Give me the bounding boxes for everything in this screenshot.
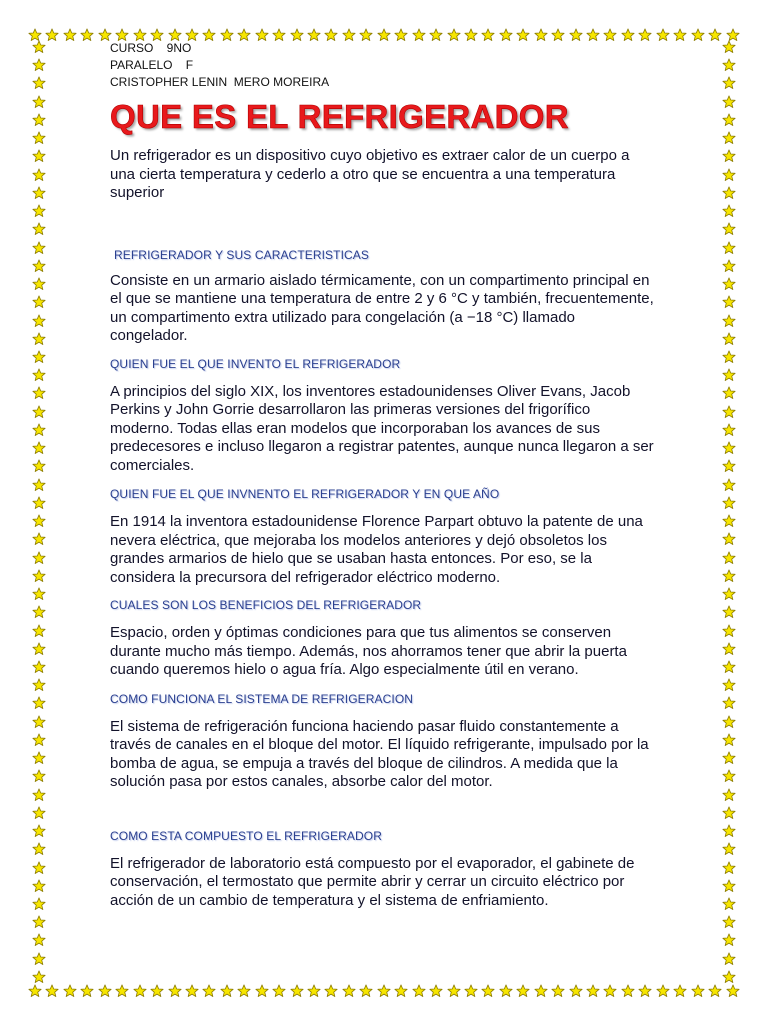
star-icon	[722, 241, 736, 255]
star-icon	[691, 984, 705, 998]
star-icon	[656, 984, 670, 998]
star-icon	[32, 186, 46, 200]
star-icon	[722, 587, 736, 601]
star-icon	[603, 984, 617, 998]
star-icon	[32, 769, 46, 783]
star-icon	[32, 149, 46, 163]
star-icon	[722, 733, 736, 747]
star-icon	[722, 696, 736, 710]
star-icon	[722, 441, 736, 455]
star-icon	[32, 478, 46, 492]
star-icon	[32, 350, 46, 364]
document-body	[110, 40, 655, 910]
star-icon	[133, 984, 147, 998]
star-icon	[722, 952, 736, 966]
star-icon	[32, 933, 46, 947]
star-icon	[150, 984, 164, 998]
section-text-benefits: Espacio, orden y óptimas condiciones para que tus alimentos se conserven durante mucho más tiempo. Además, nos ahorramos tener que abrir la puerta cuando queremos hielo o agua fría. Algo especialmente útil en verano.	[110, 624, 627, 678]
star-icon	[722, 514, 736, 528]
star-icon	[722, 660, 736, 674]
star-icon	[272, 984, 286, 998]
star-icon	[32, 76, 46, 90]
star-icon	[722, 569, 736, 583]
star-icon	[359, 984, 373, 998]
section-heading-benefits: CUALES SON LOS BENEFICIOS DEL REFRIGERADOR	[110, 598, 422, 612]
star-icon	[722, 751, 736, 765]
star-icon	[32, 204, 46, 218]
section-text-how-it-works: El sistema de refrigeración funciona haciendo pasar fluido constantemente a través de canales en el bloque del motor. El líquido refrigerante, impulsado por la bomba de agua, se empuja a través del bloque de cilindros. A medida que la solución pasa por estos canales, absorbe calor del motor.	[110, 717, 649, 790]
star-icon	[220, 984, 234, 998]
star-icon	[722, 386, 736, 400]
star-icon	[32, 532, 46, 546]
star-icon	[32, 514, 46, 528]
star-icon	[237, 984, 251, 998]
star-icon	[722, 842, 736, 856]
star-icon	[63, 984, 77, 998]
star-border-right	[720, 40, 738, 984]
star-icon	[722, 95, 736, 109]
star-icon	[722, 478, 736, 492]
star-icon	[722, 149, 736, 163]
star-icon	[722, 532, 736, 546]
star-icon	[722, 168, 736, 182]
page-title: QUE ES EL REFRIGERADOR	[110, 98, 569, 135]
star-icon	[673, 28, 687, 42]
star-icon	[32, 751, 46, 765]
star-icon	[32, 222, 46, 236]
star-icon	[722, 113, 736, 127]
star-icon	[722, 788, 736, 802]
star-icon	[185, 984, 199, 998]
star-icon	[32, 788, 46, 802]
star-icon	[586, 984, 600, 998]
star-icon	[32, 569, 46, 583]
star-icon	[551, 984, 565, 998]
star-icon	[722, 678, 736, 692]
star-icon	[722, 551, 736, 565]
star-icon	[32, 824, 46, 838]
star-icon	[708, 984, 722, 998]
star-icon	[32, 733, 46, 747]
star-icon	[673, 984, 687, 998]
star-icon	[412, 984, 426, 998]
star-icon	[722, 933, 736, 947]
star-icon	[481, 984, 495, 998]
star-icon	[722, 496, 736, 510]
star-icon	[722, 332, 736, 346]
section-text-characteristics: Consiste en un armario aislado térmicamente, con un compartimento principal en el que se mantiene una temperatura de entre 2 y 6 °C y también, frecuentemente, un compartimento extra utilizado para congelación (a −18 °C) llamado congelador.	[110, 271, 654, 344]
star-icon	[342, 984, 356, 998]
section-text-inventor-year: En 1914 la inventora estadounidense Florence Parpart obtuvo la patente de una nevera eléctrica, que mejoraba los modelos anteriores y dejó obsoletos los grandes armarios de hielo que se usaban hasta entonces. Por eso, se la considera la precursora del refrigerador eléctrico moderno.	[110, 513, 643, 586]
star-icon	[722, 58, 736, 72]
star-icon	[722, 40, 736, 54]
star-icon	[722, 824, 736, 838]
star-border-left	[30, 40, 48, 984]
star-icon	[32, 405, 46, 419]
course-line: CURSO 9NO	[110, 41, 192, 55]
star-icon	[32, 459, 46, 473]
star-icon	[45, 984, 59, 998]
star-icon	[32, 970, 46, 984]
star-icon	[32, 624, 46, 638]
star-icon	[722, 459, 736, 473]
star-icon	[722, 605, 736, 619]
star-icon	[722, 186, 736, 200]
star-icon	[32, 605, 46, 619]
star-icon	[394, 984, 408, 998]
star-icon	[722, 295, 736, 309]
star-icon	[691, 28, 705, 42]
intro-paragraph: Un refrigerador es un dispositivo cuyo objetivo es extraer calor de un cuerpo a una cierta temperatura y cederlo a otro que se encuentra a una temperatura superior	[110, 147, 630, 201]
star-icon	[32, 386, 46, 400]
section-heading-inventor: QUIEN FUE EL QUE INVENTO EL REFRIGERADOR	[110, 356, 401, 371]
star-icon	[621, 984, 635, 998]
star-icon	[115, 984, 129, 998]
section-text-composition: El refrigerador de laboratorio está compuesto por el evaporador, el gabinete de conservación, el termostato que permite abrir y cerrar un circuito eléctrico por acción de un cambio de temperatura y el sistema de enfriamiento.	[110, 854, 635, 909]
star-icon	[307, 984, 321, 998]
section-heading-characteristics: REFRIGERADOR Y SUS CARACTERISTICAS	[114, 247, 370, 262]
star-icon	[32, 95, 46, 109]
star-icon	[80, 28, 94, 42]
star-icon	[722, 131, 736, 145]
star-icon	[722, 715, 736, 729]
star-icon	[32, 897, 46, 911]
star-icon	[722, 314, 736, 328]
star-icon	[32, 861, 46, 875]
star-icon	[32, 58, 46, 72]
star-icon	[32, 368, 46, 382]
star-icon	[98, 984, 112, 998]
star-icon	[32, 952, 46, 966]
star-icon	[722, 642, 736, 656]
star-icon	[32, 40, 46, 54]
star-icon	[377, 984, 391, 998]
star-icon	[722, 970, 736, 984]
star-icon	[464, 984, 478, 998]
star-icon	[722, 806, 736, 820]
star-icon	[656, 28, 670, 42]
star-icon	[32, 332, 46, 346]
star-icon	[324, 984, 338, 998]
star-icon	[290, 984, 304, 998]
star-icon	[722, 879, 736, 893]
star-icon	[32, 915, 46, 929]
star-icon	[722, 204, 736, 218]
star-icon	[722, 624, 736, 638]
star-icon	[32, 842, 46, 856]
star-icon	[499, 984, 513, 998]
star-icon	[32, 551, 46, 565]
star-icon	[32, 131, 46, 145]
star-icon	[32, 241, 46, 255]
star-icon	[534, 984, 548, 998]
star-icon	[32, 423, 46, 437]
star-icon	[32, 295, 46, 309]
star-icon	[429, 984, 443, 998]
star-icon	[722, 350, 736, 364]
star-border-bottom	[28, 982, 740, 1000]
star-icon	[516, 984, 530, 998]
star-icon	[722, 423, 736, 437]
star-icon	[726, 984, 740, 998]
star-icon	[722, 259, 736, 273]
star-icon	[722, 769, 736, 783]
star-icon	[722, 405, 736, 419]
star-icon	[722, 277, 736, 291]
star-icon	[32, 642, 46, 656]
star-icon	[722, 368, 736, 382]
star-icon	[32, 879, 46, 893]
star-icon	[569, 984, 583, 998]
star-icon	[63, 28, 77, 42]
star-icon	[32, 587, 46, 601]
section-text-inventor: A principios del siglo XIX, los inventores estadounidenses Oliver Evans, Jacob Perkins y John Gorrie desarrollaron las primeras versiones del frigorífico moderno. Todas ellas eran modelos que incorporaban los avances de sus predecesores e incluso llegaron a registrar patentes, aunque nunca llegaron a ser comerciales.	[110, 382, 654, 474]
star-icon	[202, 984, 216, 998]
section-heading-inventor-year: QUIEN FUE EL QUE INVNENTO EL REFRIGERADOR Y EN QUE AÑO	[110, 487, 500, 501]
star-icon	[80, 984, 94, 998]
star-icon	[722, 861, 736, 875]
star-icon	[32, 259, 46, 273]
star-icon	[722, 222, 736, 236]
star-icon	[32, 277, 46, 291]
star-icon	[722, 915, 736, 929]
star-icon	[32, 314, 46, 328]
star-icon	[32, 441, 46, 455]
star-icon	[32, 168, 46, 182]
star-icon	[32, 496, 46, 510]
star-icon	[28, 984, 42, 998]
parallel-line: PARALELO F	[110, 58, 194, 72]
star-icon	[32, 113, 46, 127]
star-icon	[255, 984, 269, 998]
section-heading-how-it-works: COMO FUNCIONA EL SISTEMA DE REFRIGERACION	[110, 691, 414, 706]
star-icon	[447, 984, 461, 998]
star-icon	[32, 806, 46, 820]
star-icon	[32, 660, 46, 674]
star-icon	[168, 984, 182, 998]
star-icon	[32, 696, 46, 710]
star-icon	[638, 984, 652, 998]
student-name: CRISTOPHER LENIN MERO MOREIRA	[110, 75, 330, 89]
star-icon	[722, 76, 736, 90]
star-icon	[722, 897, 736, 911]
star-icon	[32, 715, 46, 729]
section-heading-composition: COMO ESTA COMPUESTO EL REFRIGERADOR	[110, 828, 382, 843]
star-icon	[32, 678, 46, 692]
